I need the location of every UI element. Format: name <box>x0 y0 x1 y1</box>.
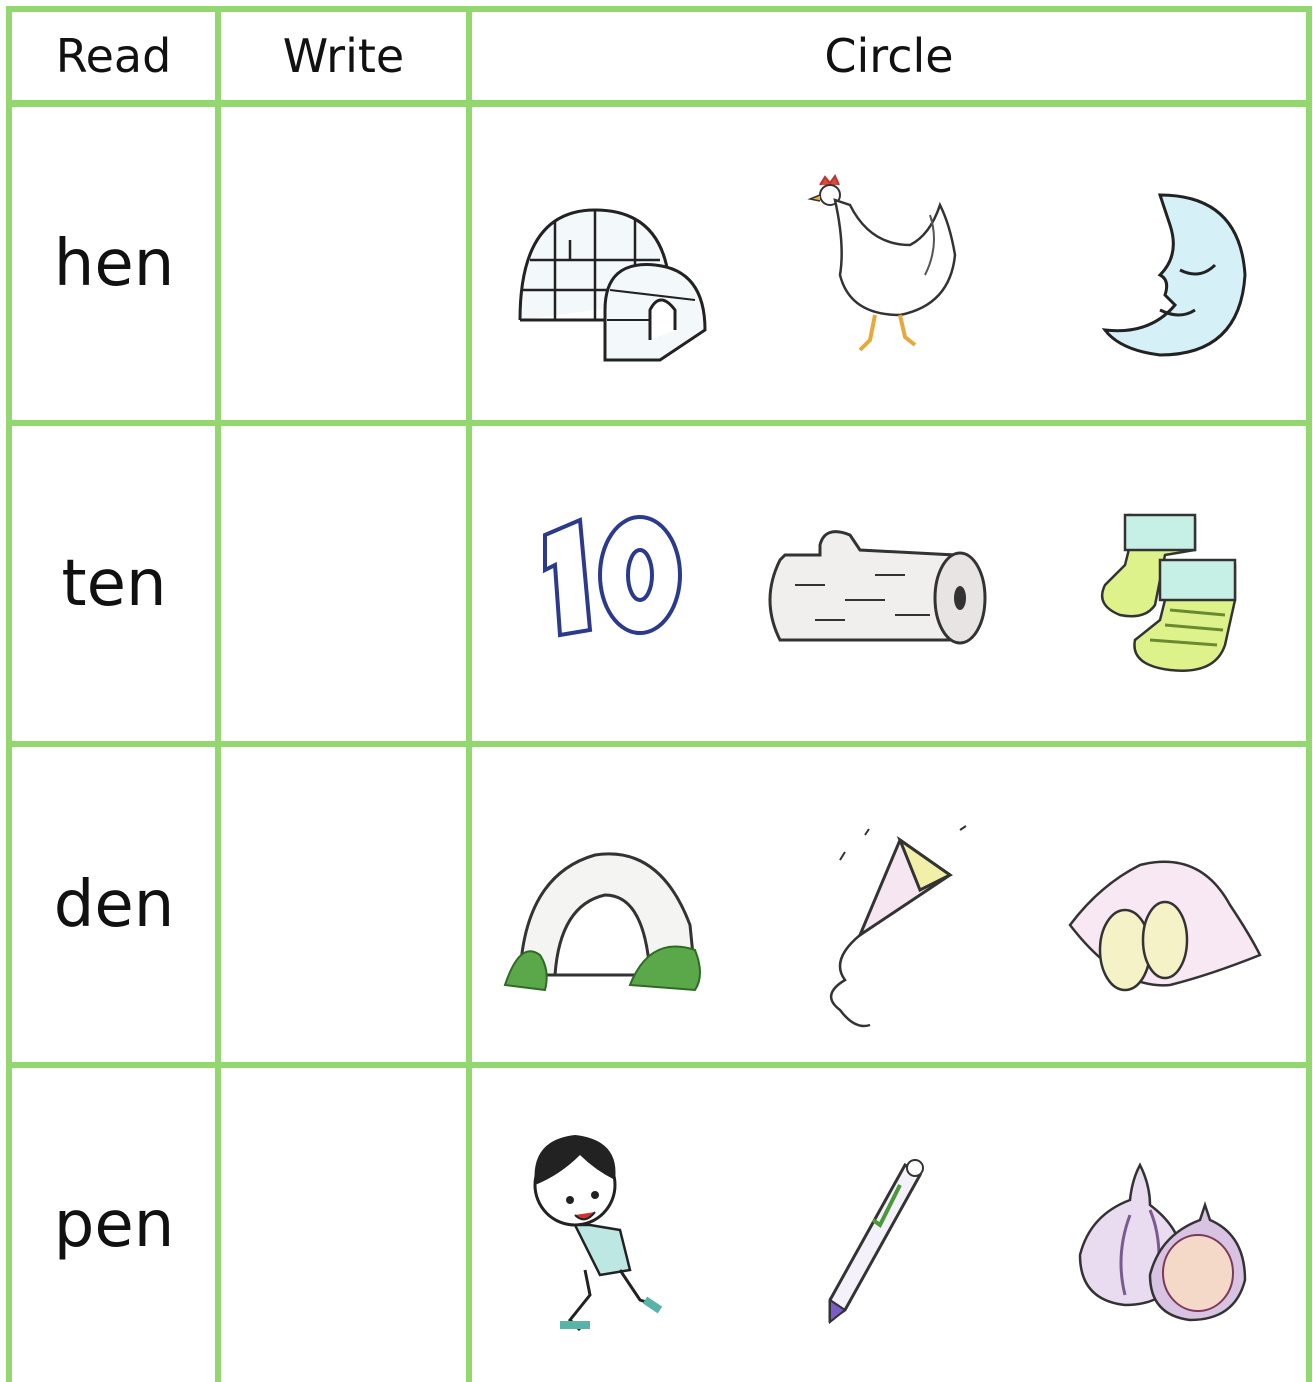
write-cell-den[interactable] <box>222 747 468 1062</box>
write-cell-hen[interactable] <box>222 107 468 420</box>
word-den: den <box>53 867 175 942</box>
word-hen: hen <box>53 226 175 301</box>
pen-icon[interactable] <box>805 1150 935 1330</box>
header-write: Write <box>282 29 405 83</box>
moon-icon[interactable] <box>1080 175 1280 375</box>
word-pen: pen <box>53 1188 175 1262</box>
running-boy-icon[interactable] <box>520 1130 670 1340</box>
kite-icon[interactable] <box>800 820 1000 1040</box>
write-cell-pen[interactable] <box>222 1068 468 1382</box>
write-cell-ten[interactable] <box>222 426 468 741</box>
number-ten-icon[interactable] <box>520 490 720 690</box>
igloo-icon[interactable] <box>510 170 710 370</box>
socks-icon[interactable] <box>1085 505 1255 695</box>
grid-line <box>1306 6 1312 1382</box>
header-read: Read <box>55 29 172 83</box>
yam-icon[interactable] <box>1060 845 1270 995</box>
figs-icon[interactable] <box>1070 1155 1260 1330</box>
log-icon[interactable] <box>755 490 995 690</box>
hen-icon[interactable] <box>790 165 990 365</box>
cave-icon[interactable] <box>500 835 710 995</box>
header-circle: Circle <box>824 29 954 83</box>
word-ten: ten <box>61 546 167 621</box>
